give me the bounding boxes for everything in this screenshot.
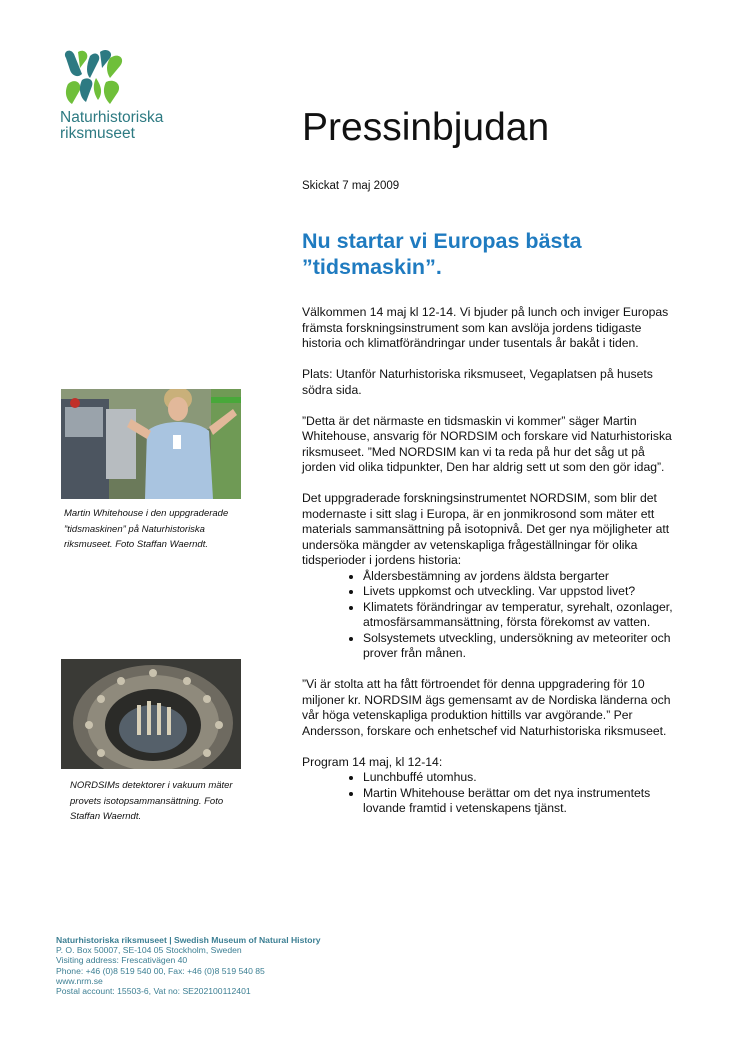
paragraph-quote: ”Detta är det närmaste en tidsmaskin vi kommer” säger Martin Whitehouse, ansvarig för NORDSIM och forskare vid Naturhistoriska riksmuseet. ”Med NORDSIM kan vi ta reda på hur det såg ut på jorden vid olika tidpunkter, Den har aldrig sett ut som den gör idag”.	[302, 413, 672, 474]
paragraph-location: Plats: Utanför Naturhistoriska riksmuseet, Vegaplatsen på husets södra sida.	[302, 367, 653, 397]
sent-date: Skickat 7 maj 2009	[302, 180, 400, 192]
list-item: • Åldersbestämning av jordens äldsta bergarter	[363, 569, 674, 585]
list-item: • Martin Whitehouse berättar om det nya instrumentets lovande framtid i vetenskapens tjänst.	[363, 786, 674, 817]
list-item: • Lunchbuffé utomhus.	[363, 770, 674, 786]
footer-visiting: Visiting address: Frescativägen 40	[56, 955, 188, 966]
research-list	[302, 569, 674, 662]
footer-address: P. O. Box 50007, SE-104 05 Stockholm, Sweden	[56, 945, 242, 956]
footer-postal: Postal account: 15503-6, Vat no: SE202100112401	[56, 986, 251, 997]
logo-text-line1: Naturhistoriska	[60, 109, 164, 126]
paragraph-funding-quote: ”Vi är stolta att ha fått förtroendet för denna uppgradering för 10 miljoner kr. NORDSIM ägs gemensamt av de Nordiska länderna och vår höga vetenskapliga produktion hittills var avgörande.” Per Andersson, forskare och enhetschef vid Naturhistoriska riksmuseet.	[302, 677, 671, 738]
list-item: • Livets uppkomst och utveckling. Var uppstod livet?	[363, 584, 674, 600]
body-text	[302, 305, 674, 817]
museum-logo	[60, 48, 190, 142]
footer-web[interactable]: www.nrm.se	[56, 975, 103, 986]
program-list	[302, 770, 674, 817]
museum-logo-mark	[60, 48, 128, 106]
footer-phone: Phone: +46 (0)8 519 540 00, Fax: +46 (0)8 519 540 85	[56, 965, 265, 976]
paragraph-intro: Välkommen 14 maj kl 12-14. Vi bjuder på lunch och inviger Europas främsta forskningsinstrument som kan avslöja jordens tidigaste historia och klimatförändringar under tusentals år bakåt i tiden.	[302, 305, 669, 350]
caption-photo2: NORDSIMs detektorer i vakuum mäter provets isotopsammansättning. Foto Staffan Waerndt.	[70, 780, 233, 822]
photo-martin-whitehouse	[61, 389, 241, 499]
photo-detector	[61, 659, 241, 769]
headline: Nu startar vi Europas bästa ”tidsmaskin”.	[302, 229, 582, 279]
program-heading: Program 14 maj, kl 12-14:	[302, 754, 443, 769]
footer	[56, 935, 321, 996]
footer-org: Naturhistoriska riksmuseet | Swedish Museum of Natural History	[56, 935, 321, 945]
caption-photo1: Martin Whitehouse i den uppgraderade ”tidsmaskinen” på Naturhistoriska riksmuseet. Foto Staffan Waerndt.	[64, 508, 229, 550]
page-title: Pressinbjudan	[302, 106, 550, 149]
logo-text-line2: riksmuseet	[60, 125, 135, 142]
list-item: • Solsystemets utveckling, undersökning av meteoriter och prover från månen.	[363, 631, 674, 662]
list-item: • Klimatets förändringar av temperatur, syrehalt, ozonlager, atmosfärsammansättning, första förekomst av vatten.	[363, 600, 674, 631]
paragraph-nordsim: Det uppgraderade forskningsinstrumentet NORDSIM, som blir det modernaste i sitt slag i Europa, är en jonmikrosond som mäter ett materials sammansättning på isotopnivå. Det ger nya möjligheter att undersöka mängder av vetenskapliga frågeställningar för olika tidsperioder i jordens historia:	[302, 491, 670, 567]
